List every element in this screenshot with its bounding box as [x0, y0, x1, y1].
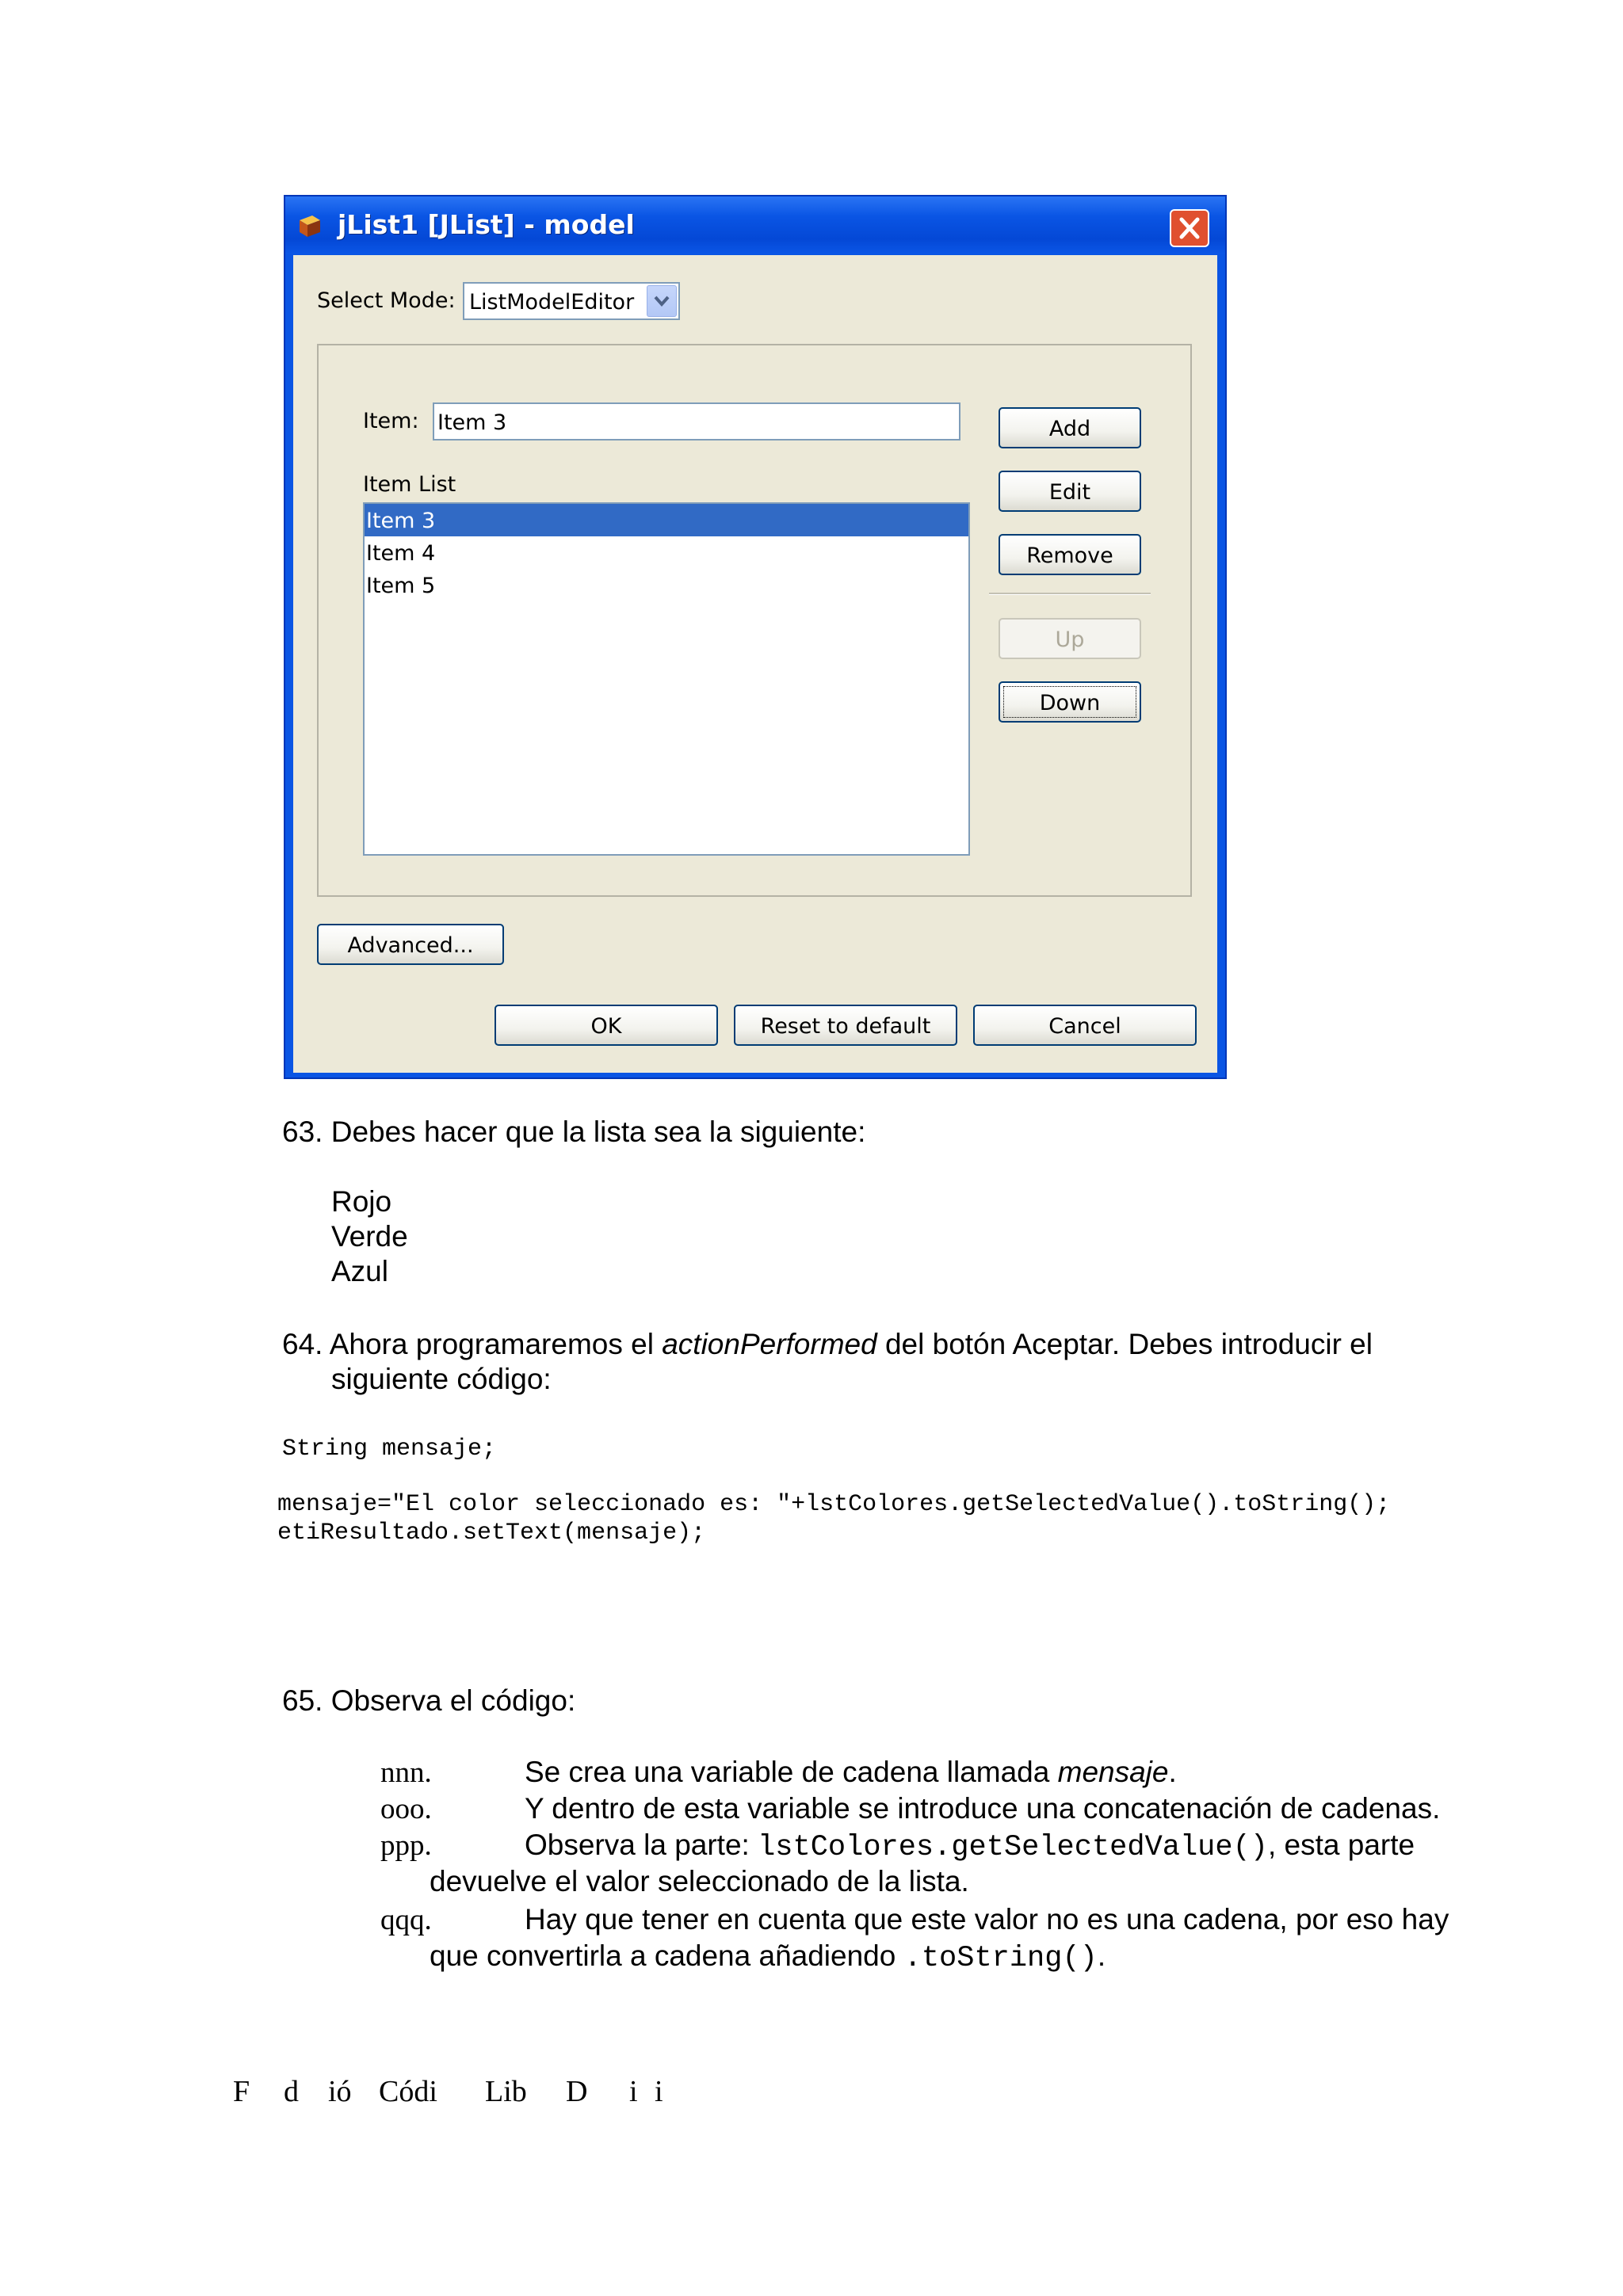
- footer-fragment: i: [655, 2075, 663, 2108]
- explanation-qqq: Hay que tener en cuenta que este valor no es una cadena, por eso hay: [525, 1903, 1449, 1936]
- down-button[interactable]: Down: [999, 681, 1141, 723]
- close-icon: [1171, 211, 1208, 246]
- inline-code: .toString(): [903, 1942, 1098, 1975]
- advanced-button[interactable]: Advanced...: [317, 924, 504, 965]
- step-63-text: Debes hacer que la lista sea la siguiente:: [330, 1116, 866, 1148]
- step-65-number: 65.: [282, 1684, 323, 1717]
- step-64-text: Ahora programaremos el: [329, 1328, 663, 1360]
- item-label: Item:: [363, 409, 419, 433]
- bean-cube-icon: [296, 212, 323, 239]
- list-item[interactable]: Item 3: [365, 504, 968, 536]
- code-line: etiResultado.setText(mensaje);: [277, 1520, 706, 1547]
- step-63: [282, 1116, 865, 1149]
- jlist-model-dialog: [284, 195, 1227, 1079]
- step-63-number: 63.: [282, 1116, 323, 1148]
- step-65-text: Observa el código:: [330, 1684, 576, 1717]
- item-marker: nnn.: [380, 1756, 432, 1789]
- dialog-title: jList1 [JList] - model: [338, 209, 635, 240]
- explanation-text: que convertirla a cadena añadiendo: [430, 1939, 904, 1972]
- chevron-down-icon: [647, 286, 676, 316]
- item-marker: ooo.: [380, 1793, 432, 1825]
- inline-code: lstColores.getSelectedValue(): [758, 1831, 1268, 1864]
- step-64: [282, 1328, 1373, 1361]
- list-item[interactable]: Item 4: [366, 541, 436, 566]
- remove-button[interactable]: Remove: [999, 534, 1141, 575]
- list-item[interactable]: Item 5: [366, 574, 436, 598]
- color-list-item: Rojo: [331, 1185, 392, 1218]
- button-separator: [989, 593, 1151, 595]
- dialog-titlebar[interactable]: [285, 196, 1225, 254]
- footer-fragment: ió: [328, 2075, 352, 2108]
- footer-fragment: i: [629, 2075, 638, 2108]
- item-marker: ppp.: [380, 1829, 432, 1862]
- select-mode-label: Select Mode:: [317, 288, 456, 313]
- reset-to-default-button[interactable]: Reset to default: [734, 1005, 957, 1046]
- code-line: String mensaje;: [282, 1436, 497, 1463]
- step-65: [282, 1684, 575, 1718]
- color-list-item: Azul: [331, 1255, 388, 1287]
- explanation-end: , esta parte: [1268, 1829, 1415, 1861]
- explanation-nnn: [525, 1756, 1177, 1789]
- item-list[interactable]: [363, 502, 970, 856]
- explanation-end: .: [1097, 1939, 1106, 1972]
- footer-fragment: D: [566, 2075, 588, 2108]
- footer-fragment: d: [284, 2075, 299, 2108]
- close-button[interactable]: [1170, 209, 1209, 247]
- explanation-end: .: [1168, 1756, 1177, 1788]
- select-mode-combobox[interactable]: [463, 282, 680, 320]
- explanation-ooo: Y dentro de esta variable se introduce una concatenación de cadenas.: [525, 1792, 1441, 1825]
- cancel-button[interactable]: Cancel: [973, 1005, 1197, 1046]
- select-mode-value: ListModelEditor: [469, 290, 635, 315]
- explanation-ppp-line2: devuelve el valor seleccionado de la lista.: [430, 1865, 969, 1897]
- add-button[interactable]: Add: [999, 407, 1141, 448]
- footer-fragment: Códi: [379, 2075, 437, 2108]
- color-list-item: Verde: [331, 1220, 408, 1253]
- explanation-ppp: [525, 1829, 1415, 1864]
- footer-fragment: Lib: [485, 2075, 527, 2108]
- dialog-client-area: [293, 255, 1217, 1073]
- explanation-text: Se crea una variable de cadena llamada: [525, 1756, 1058, 1788]
- item-list-label: Item List: [363, 472, 456, 497]
- explanation-qqq-line2: [430, 1939, 1106, 1975]
- up-button[interactable]: Up: [999, 618, 1141, 659]
- footer-fragment: F: [233, 2075, 250, 2108]
- item-input-value: Item 3: [437, 410, 507, 435]
- step-64-number: 64.: [282, 1328, 323, 1360]
- explanation-italic: mensaje: [1057, 1756, 1169, 1788]
- item-marker: qqq.: [380, 1904, 432, 1936]
- step-64-italic: actionPerformed: [662, 1328, 877, 1360]
- list-editor-panel: [317, 344, 1192, 897]
- edit-button[interactable]: Edit: [999, 471, 1141, 512]
- ok-button[interactable]: OK: [495, 1005, 718, 1046]
- explanation-text: Observa la parte:: [525, 1829, 758, 1861]
- combo-dropdown-button[interactable]: [647, 285, 677, 317]
- step-64-line2: siguiente código:: [331, 1363, 552, 1395]
- item-input[interactable]: [433, 402, 960, 441]
- step-64-text-end: del botón Aceptar. Debes introducir el: [876, 1328, 1373, 1360]
- code-line: mensaje="El color seleccionado es: "+lstColores.getSelectedValue().toString();: [277, 1491, 1391, 1518]
